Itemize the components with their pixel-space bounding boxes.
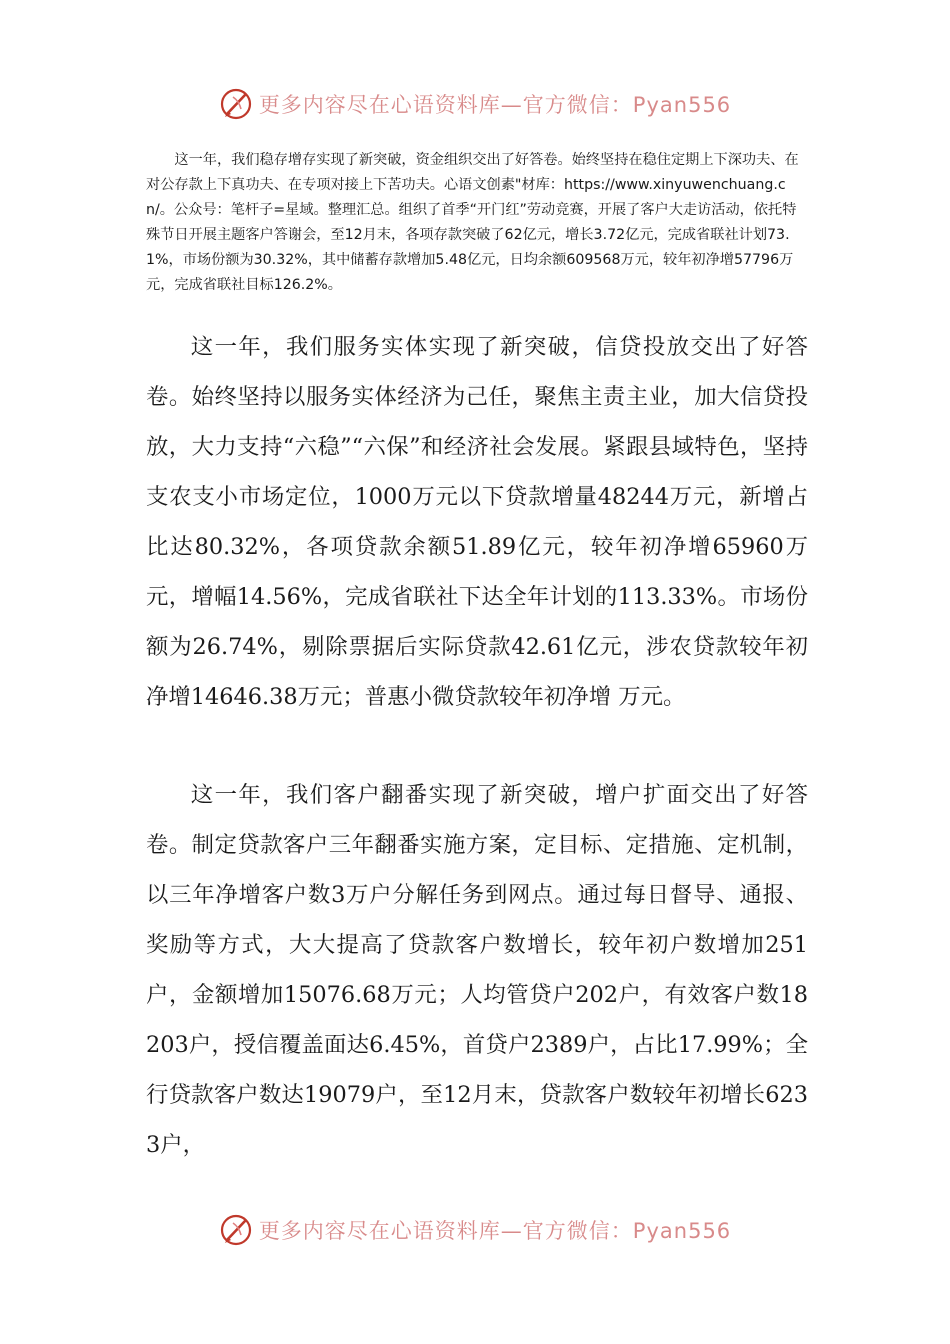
pen-logo-icon xyxy=(219,1213,253,1247)
footer-banner xyxy=(0,1210,950,1250)
footer-banner-text: 更多内容尽在心语资料库—官方微信：Pyan556 xyxy=(258,1219,732,1243)
paragraph-customers: 这一年，我们客户翻番实现了新突破，增户扩面交出了好答卷。制定贷款客户三年翻番实施方案，定目标、定措施、定机制，以三年净增客户数3万户分解任务到网点。通过每日督导、通报、奖励等方式，大大提高了贷款客户数增长，较年初户数增加251户，金额增加15076.68万元；人均管贷户202户，有效客户数18203户，授信覆盖面达6.45%，首贷户2389户，占比17.99%；全行贷款客户数达19079户，至12月末，贷款客户数较年初增长6233户， xyxy=(146,782,808,1158)
pen-logo-icon xyxy=(219,87,253,121)
header-banner-text: 更多内容尽在心语资料库—官方微信：Pyan556 xyxy=(258,93,732,117)
paragraph-deposits: 这一年，我们稳存增存实现了新突破，资金组织交出了好答卷。始终坚持在稳住定期上下深功夫、在对公存款上下真功夫、在专项对接上下苦功夫。心语文创素"材库：https://www.xinyuwenchuang.cn/。公众号：笔杆子=星域。整理汇总。组织了首季“开门红”劳动竞赛，开展了客户大走访活动，依托特殊节日开展主题客户答谢会，至12月末，各项存款突破了62亿元，增长3.72亿元，完成省联社计划73.1%，市场份额为30.32%，其中储蓄存款增加5.48亿元，日均余额609568万元，较年初净增57796万元，完成省联社目标126.2%。 xyxy=(146,152,799,293)
paragraph-credit: 这一年，我们服务实体实现了新突破，信贷投放交出了好答卷。始终坚持以服务实体经济为己任，聚焦主责主业，加大信贷投放，大力支持“六稳”“六保”和经济社会发展。紧跟县域特色，坚持支农支小市场定位，1000万元以下贷款增量48244万元，新增占比达80.32%，各项贷款余额51.89亿元，较年初净增65960万元，增幅14.56%，完成省联社下达全年计划的113.33%。市场份额为26.74%，剔除票据后实际贷款42.61亿元，涉农贷款较年初净增14646.38万元；普惠小微贷款较年初净增 万元。 xyxy=(146,334,808,710)
header-banner xyxy=(0,84,950,124)
